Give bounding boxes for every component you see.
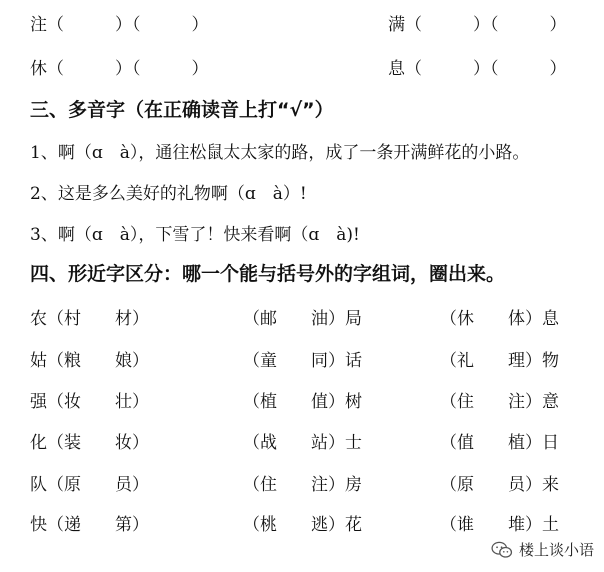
table-cell: （住 注）房 — [243, 475, 362, 495]
section-3-heading: 三、多音字（在正确读音上打“√”） — [30, 99, 334, 121]
table-cell: （战 站）士 — [243, 433, 362, 453]
table-cell: 队（原 员） — [30, 475, 149, 495]
table-cell: 农（村 材） — [30, 309, 149, 329]
table-cell: （邮 油）局 — [243, 309, 362, 329]
table-cell: （住 注）意 — [440, 392, 559, 412]
table-cell: 强（妆 壮） — [30, 392, 149, 412]
fill-row-1-left: 注（ ）（ ） — [30, 15, 209, 35]
watermark — [491, 539, 594, 560]
table-cell: （礼 理）物 — [440, 351, 559, 371]
fill-row-1-right: 满（ ）（ ） — [388, 15, 567, 35]
table-cell: （原 员）来 — [440, 475, 559, 495]
table-cell: （童 同）话 — [243, 351, 362, 371]
wechat-icon — [491, 541, 513, 559]
table-cell: （谁 堆）土 — [440, 515, 559, 535]
table-cell: 快（递 第） — [30, 515, 149, 535]
section-4-heading: 四、形近字区分：哪一个能与括号外的字组词，圈出来。 — [30, 263, 506, 285]
polyphone-item-1: 1、啊（ɑ à），通往松鼠太太家的路，成了一条开满鲜花的小路。 — [30, 143, 530, 163]
table-cell: （植 值）树 — [243, 392, 362, 412]
table-cell: 姑（粮 娘） — [30, 351, 149, 371]
watermark-text: 楼上谈小语 — [518, 541, 594, 559]
polyphone-item-3: 3、啊（ɑ à），下雪了！快来看啊（ɑ à)! — [30, 225, 360, 245]
fill-row-2-right: 息（ ）（ ） — [388, 59, 567, 79]
table-cell: （休 体）息 — [440, 309, 559, 329]
table-cell: （桃 逃）花 — [243, 515, 362, 535]
polyphone-item-2: 2、这是多么美好的礼物啊（ɑ à）! — [30, 184, 307, 204]
table-cell: 化（装 妆） — [30, 433, 149, 453]
table-cell: （值 植）日 — [440, 433, 559, 453]
fill-row-2-left: 休（ ）（ ） — [30, 59, 209, 79]
